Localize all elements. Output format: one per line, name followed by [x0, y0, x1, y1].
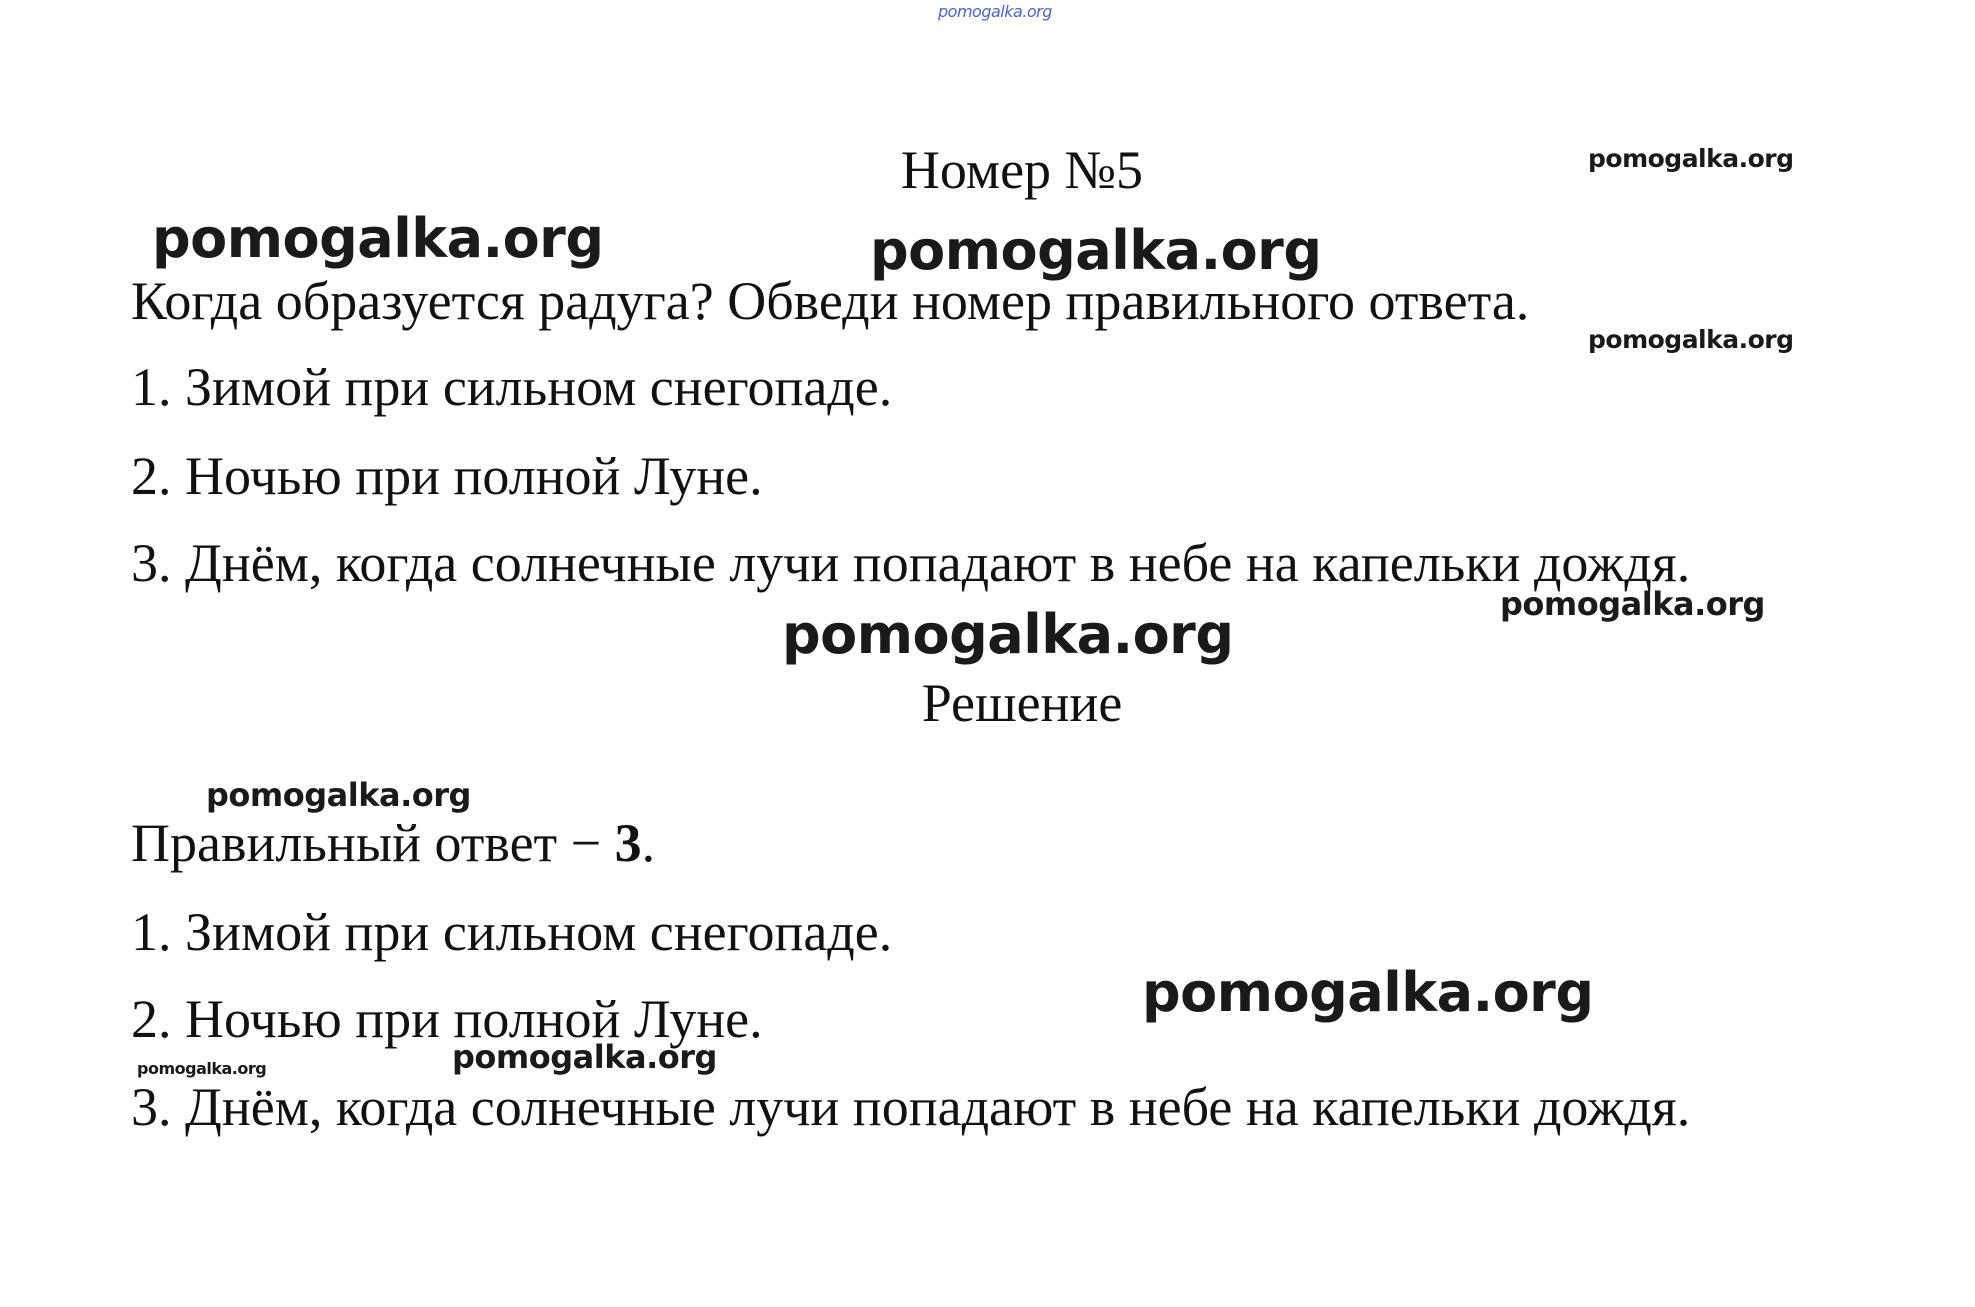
watermark: pomogalka.org: [152, 207, 604, 270]
watermark: pomogalka.org: [1142, 961, 1594, 1024]
watermark: pomogalka.org: [137, 1059, 267, 1078]
watermark: pomogalka.org: [206, 776, 471, 814]
task-title: Номер №5: [900, 140, 1144, 200]
solution-option-1: 1. Зимой при сильном снегопаде.: [131, 902, 893, 962]
watermark: pomogalka.org: [870, 219, 1322, 282]
answer-prefix: Правильный ответ −: [131, 813, 615, 873]
watermark: pomogalka.org: [782, 603, 1234, 666]
answer-suffix: .: [641, 813, 656, 873]
solution-option-2: 2. Ночью при полной Луне.: [131, 989, 763, 1049]
answer-line: [131, 813, 656, 873]
question-text: Когда образуется радуга? Обведи номер правильного ответа.: [131, 271, 1530, 331]
watermark: pomogalka.org: [1588, 144, 1794, 173]
watermark: pomogalka.org: [452, 1038, 717, 1076]
top-site-link[interactable]: pomogalka.org: [938, 2, 1052, 21]
option-2: 2. Ночью при полной Луне.: [131, 446, 763, 506]
solution-option-3: 3. Днём, когда солнечные лучи попадают в небе на капельки дождя.: [131, 1077, 1691, 1137]
solution-heading: Решение: [921, 673, 1123, 733]
answer-number: 3: [614, 813, 642, 873]
option-3: 3. Днём, когда солнечные лучи попадают в небе на капельки дождя.: [131, 533, 1691, 593]
watermark: pomogalka.org: [1500, 585, 1765, 623]
watermark: pomogalka.org: [1588, 325, 1794, 354]
option-1: 1. Зимой при сильном снегопаде.: [131, 357, 893, 417]
